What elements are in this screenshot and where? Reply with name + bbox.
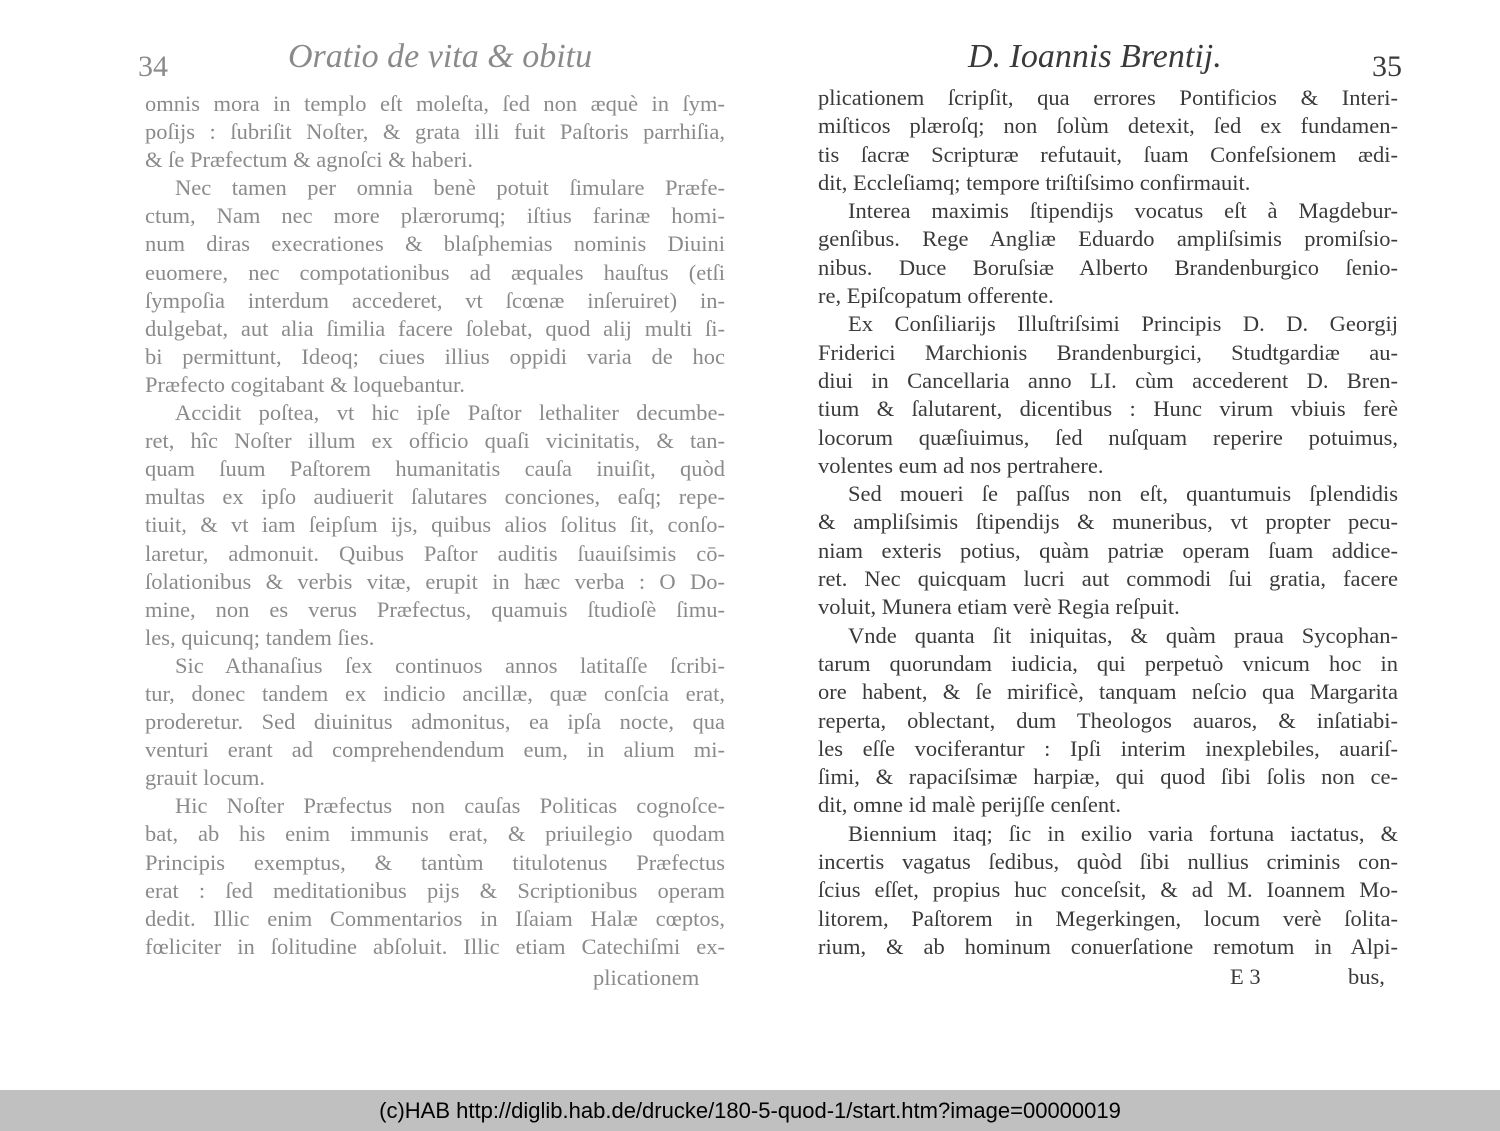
text-line: tiuit, & vt iam ſeipſum ijs, quibus alios ſolitus ſit, conſo-	[145, 512, 725, 538]
text-line: num diras execrationes & blaſphemias nominis Diuini	[145, 231, 725, 257]
text-line: rium, & ab hominum conuerſatione remotum in Alpi-	[818, 933, 1398, 959]
text-line: poſijs : ſubriſit Noſter, & grata illi fuit Paſtoris parrhiſia,	[145, 119, 725, 145]
text-line: ret. Nec quicquam lucri aut commodi ſui gratia, facere	[818, 566, 1398, 592]
text-line: niam exteris potius, quàm patriæ operam ſuam addice-	[818, 537, 1398, 563]
running-head: Oratio de vita & obitu	[288, 38, 593, 75]
text-line: ore habent, & ſe mirificè, tanquam neſcio qua Margarita	[818, 679, 1398, 705]
text-line: tium & ſalutarent, dicentibus : Hunc virum vbiuis ferè	[818, 396, 1398, 422]
text-line: mine, non es verus Præfectus, quamuis ſtudioſè ſimu-	[145, 596, 725, 622]
text-line: ſympoſia interdum accederet, vt ſcœnæ inſeruiret) in-	[145, 287, 725, 313]
text-line: incertis vagatus ſedibus, quòd ſibi nullius criminis con-	[818, 849, 1398, 875]
text-line: tis ſacræ Scripturæ refutauit, ſuam Confeſsionem ædi-	[818, 141, 1398, 167]
text-line: dit, omne id malè perijſſe cenſent.	[818, 792, 1122, 818]
text-line: locorum quæſiuimus, ſed nuſquam reperire potuimus,	[818, 424, 1398, 450]
text-line: volentes eum ad nos pertrahere.	[818, 452, 1104, 478]
text-line: bat, ab his enim immunis erat, & priuilegio quodam	[145, 821, 725, 847]
text-line: & ampliſsimis ſtipendijs & muneribus, vt propter pecu-	[818, 509, 1398, 535]
text-line: Accidit poſtea, vt hic ipſe Paſtor lethaliter decumbe-	[175, 400, 725, 426]
text-line: nibus. Duce Boruſsiæ Alberto Brandenburgico ſenio-	[818, 254, 1398, 280]
text-line: diui in Cancellaria anno LI. cùm accederent D. Bren-	[818, 367, 1398, 393]
text-line: Sed moueri ſe paſſus non eſt, quantumuis ſplendidis	[848, 481, 1398, 507]
text-line: multas ex ipſo audiuerit ſalutares conciones, eaſq; repe-	[145, 484, 725, 510]
text-line: miſticos plæroſq; non ſolùm detexit, ſed ex fundamen-	[818, 113, 1398, 139]
text-line: ſimi, & rapaciſsimæ harpiæ, qui quod ſibi ſolis non ce-	[818, 764, 1398, 790]
text-line: Principis exemptus, & tantùm titulotenus Præfectus	[145, 849, 725, 875]
left-page	[0, 0, 750, 1090]
text-line: proderetur. Sed diuinitus admonitus, ea ipſa nocte, qua	[145, 709, 725, 735]
body-text	[145, 90, 725, 961]
text-line: omnis mora in templo eſt moleſta, ſed non æquè in ſym-	[145, 91, 725, 116]
text-line: ctum, Nam nec more plærorumq; iſtius farinæ homi-	[145, 203, 725, 229]
text-line: Hic Noſter Præfectus non cauſas Politicas cognoſce-	[175, 793, 725, 819]
text-line: ſolationibus & verbis vitæ, erupit in hæc verba : O Do-	[145, 568, 725, 594]
page-number: 34	[138, 50, 168, 83]
text-line: quam ſuum Paſtorem humanitatis cauſa inuiſit, quòd	[145, 456, 725, 482]
text-line: plicationem ſcripſit, qua errores Pontificios & Interi-	[818, 85, 1398, 110]
text-line: les eſſe vociferantur : Ipſi interim inexplebiles, auariſ-	[818, 735, 1398, 761]
catchword: bus,	[1348, 964, 1385, 989]
text-line: reperta, oblectant, dum Theologos auaros, & inſatiabi-	[818, 707, 1398, 733]
text-line: bi permittunt, Ideoq; ciues illius oppidi varia de hoc	[145, 343, 725, 369]
text-line: voluit, Munera etiam verè Regia reſpuit.	[818, 594, 1180, 620]
text-line: re, Epiſcopatum offerente.	[818, 283, 1054, 309]
text-line: Vnde quanta ſit iniquitas, & quàm praua Sycophan-	[848, 622, 1398, 648]
text-line: Ex Conſiliarijs Illuſtriſsimi Principis D. D. Georgij	[848, 311, 1398, 337]
running-head: D. Ioannis Brentij.	[968, 38, 1222, 75]
text-line: erat : ſed meditationibus pijs & Scriptionibus operam	[145, 877, 725, 903]
text-line: laretur, admonuit. Quibus Paſtor auditis ſuauiſsimis cō-	[145, 540, 725, 566]
text-line: euomere, nec compotationibus ad æquales hauſtus (etſi	[145, 259, 725, 285]
text-line: litorem, Paſtorem in Megerkingen, locum verè ſolita-	[818, 905, 1398, 931]
text-line: tur, donec tandem ex indicio ancillæ, quæ conſcia erat,	[145, 680, 725, 706]
signature-mark: E 3	[1230, 964, 1261, 989]
text-line: dit, Eccleſiamq; tempore triſtiſsimo confirmauit.	[818, 169, 1251, 195]
footer-credit: (c)HAB http://diglib.hab.de/drucke/180-5-quod-1/start.htm?image=00000019	[0, 1090, 1500, 1131]
text-line: Biennium itaq; ſic in exilio varia fortuna iactatus, &	[848, 820, 1398, 846]
text-line: venturi erant ad comprehendendum eum, in alium mi-	[145, 737, 725, 763]
text-line: ret, hîc Noſter illum ex officio quaſi vicinitatis, & tan-	[145, 428, 725, 454]
text-line: Friderici Marchionis Brandenburgici, Studtgardiæ au-	[818, 339, 1398, 365]
text-line: Interea maximis ſtipendijs vocatus eſt à Magdebur-	[848, 198, 1398, 224]
text-line: grauit locum.	[145, 765, 265, 791]
catchword: plicationem	[593, 965, 700, 990]
body-text	[818, 84, 1398, 961]
right-page	[750, 0, 1500, 1090]
text-line: genſibus. Rege Angliæ Eduardo ampliſsimis promiſsio-	[818, 226, 1398, 252]
text-line: tarum quorundam iudicia, qui perpetuò vnicum hoc in	[818, 650, 1398, 676]
text-line: Sic Athanaſius ſex continuos annos latitaſſe ſcribi-	[175, 652, 725, 678]
page-number: 35	[1372, 50, 1402, 83]
text-line: les, quicunq; tandem ſies.	[145, 624, 375, 650]
text-line: Nec tamen per omnia benè potuit ſimulare Præfe-	[175, 175, 725, 201]
text-line: Præfecto cogitabant & loquebantur.	[145, 371, 465, 397]
text-line: fœliciter in ſolitudine abſoluit. Illic etiam Catechiſmi ex-	[145, 933, 725, 959]
text-line: dulgebat, aut alia ſimilia facere ſolebat, quod alij multi ſi-	[145, 315, 725, 341]
text-line: ſcius eſſet, propius huc conceſsit, & ad M. Ioannem Mo-	[818, 877, 1398, 903]
text-line: & ſe Præfectum & agnoſci & haberi.	[145, 147, 474, 173]
text-line: dedit. Illic enim Commentarios in Iſaiam Halæ cœptos,	[145, 905, 725, 931]
